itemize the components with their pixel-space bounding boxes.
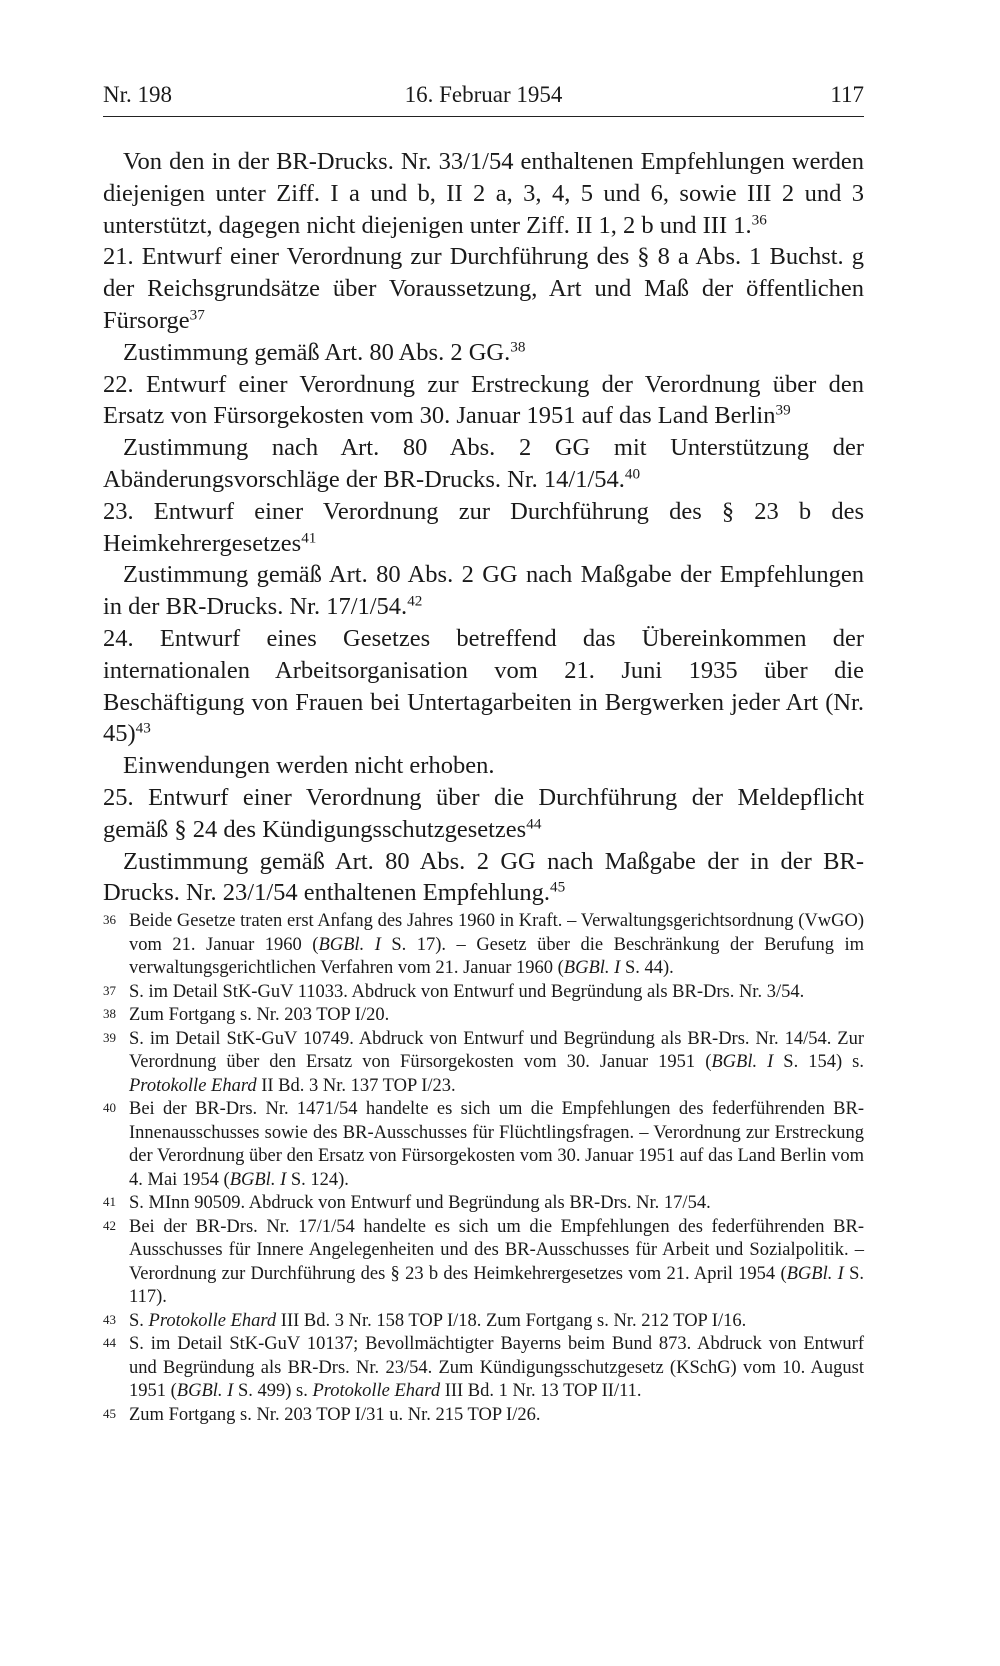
footnote-number: 43 [103,1311,116,1327]
footnote [103,1028,864,1099]
footnote-text: S. im Detail StK-GuV 11033. Abdruck von Entwurf und Begründung als BR-Drs. Nr. 3/54. [129,981,805,1002]
footnote-number: 40 [103,1100,116,1115]
resolution-paragraph [103,846,864,910]
header-date: 16. Februar 1954 [404,82,563,107]
footnote-text: S. MInn 90509. Abdruck von Entwurf und Begründung als BR-Drs. Nr. 17/54. [129,1193,711,1213]
footnote-text: S. im Detail StK-GuV 10137; Bevollmächtigter Bayerns beim Bund 873. Abdruck von Entwurf und Begründung als BR-Drs. Nr. 23/54. Zum Kündigungsschutzgesetz (KSchG) vom 10. August 1951 ( [129,1334,864,1401]
footnotes [103,910,864,1427]
page-number: 117 [830,82,864,107]
citation-italic: Protokolle Ehard [148,1310,277,1331]
footnote-text: S. 17). – Gesetz über die Beschränkung der Berufung im verwaltungsgerichtlichen Verfahren vom 21. Januar 1960 ( [129,934,864,978]
resolution-paragraph [103,146,864,241]
footnote-text: III Bd. 1 Nr. 13 TOP II/11. [440,1381,642,1401]
paragraph-text: 23. Entwurf einer Verordnung zur Durchführung des § 23 b des Heimkehrergesetzes [103,497,864,557]
footnote [103,1192,864,1216]
footnote-reference[interactable]: 42 [407,592,423,610]
footnote [103,1310,864,1334]
footnote-text: S. 44). [620,958,674,978]
resolution-paragraph [103,337,864,369]
footnote-text: S. 124). [286,1169,349,1190]
footnote-reference[interactable]: 45 [550,878,566,896]
footnote-reference[interactable]: 38 [510,338,526,356]
body-text [103,146,864,909]
agenda-item [103,496,864,560]
footnote-number: 37 [103,982,116,998]
agenda-item [103,623,864,750]
citation-italic: BGBl. I [711,1052,774,1072]
citation-italic: BGBl. I [786,1263,844,1284]
footnote-number: 39 [103,1029,116,1045]
citation-italic: BGBl. I [176,1381,234,1401]
citation-italic: Protokolle Ehard [129,1075,257,1096]
resolution-paragraph [103,432,864,496]
agenda-item [103,369,864,433]
agenda-item [103,241,864,336]
paragraph-text: Zustimmung nach Art. 80 Abs. 2 GG mit Unterstützung der Abänderungsvorschläge der BR-Drucks. Nr. 14/1/54. [103,434,864,493]
footnote-number: 42 [103,1217,116,1233]
citation-italic: BGBl. I [229,1169,287,1190]
resolution-paragraph [103,750,864,782]
footnote-number: 38 [103,1006,116,1021]
footnote-text: Zum Fortgang s. Nr. 203 TOP I/20. [129,1005,390,1025]
footnote-text: Bei der BR-Drs. Nr. 17/1/54 handelte es sich um die Empfehlungen des federführenden BR-Ausschusses für Innere Angelegenheiten und des BR-Ausschusses für Arbeit und Sozialpolitik. – Verordnung zur Durchführung des § 23 b des Heimkehrergesetzes vom 21. April 1954 ( [129,1216,864,1284]
paragraph-text: Zustimmung gemäß Art. 80 Abs. 2 GG nach Maßgabe der in der BR-Drucks. Nr. 23/1/54 enthaltenen Empfehlung. [103,847,864,907]
footnote-number: 41 [103,1194,116,1209]
footnote-reference[interactable]: 39 [775,402,791,420]
footnote-text: II Bd. 3 Nr. 137 TOP I/23. [256,1075,456,1096]
footnote [103,981,864,1005]
footnote-reference[interactable]: 44 [526,815,542,833]
footnote [103,1098,864,1192]
paragraph-text: Von den in der BR-Drucks. Nr. 33/1/54 enthaltenen Empfehlungen werden diejenigen unter Ziff. I a und b, II 2 a, 3, 4, 5 und 6, sowie III 2 und 3 unterstützt, dagegen nicht diejenigen unter Ziff. II 1, 2 b und III 1. [103,148,864,239]
paragraph-text: Einwendungen werden nicht erhoben. [123,752,495,780]
footnote-reference[interactable]: 41 [301,529,317,547]
footnote-reference[interactable]: 37 [189,306,205,324]
footnote-reference[interactable]: 40 [624,465,641,483]
paragraph-text: 21. Entwurf einer Verordnung zur Durchführung des § 8 a Abs. 1 Buchst. g der Reichsgrundsätze über Voraussetzung, Art und Maß der öffentlichen Fürsorge [103,243,864,334]
paragraph-text: 25. Entwurf einer Verordnung über die Durchführung der Meldepflicht gemäß § 24 des Kündigungsschutzgesetzes [103,783,864,843]
footnote-text: S. 154) s. [773,1052,865,1072]
footnote-reference[interactable]: 43 [135,720,151,737]
paragraph-text: 24. Entwurf eines Gesetzes betreffend das Übereinkommen der internationalen Arbeitsorganisation vom 21. Juni 1935 über die Beschäftigung von Frauen bei Untertagarbeiten in Bergwerken jeder Art (Nr. 45) [103,624,864,748]
footnote-text: S. 117). [129,1263,864,1307]
resolution-paragraph [103,559,864,623]
footnote-text: S. 499) s. [233,1381,313,1401]
footnote-text: Zum Fortgang s. Nr. 203 TOP I/31 u. Nr. 215 TOP I/26. [129,1404,541,1425]
footnote [103,1216,864,1310]
citation-italic: BGBl. I [318,934,381,955]
footnote [103,1404,864,1428]
footnote [103,910,864,981]
citation-italic: BGBl. I [563,958,621,978]
footnote-number: 44 [103,1335,116,1350]
running-header [103,82,864,117]
footnote-text: Bei der BR-Drs. Nr. 1471/54 handelte es sich um die Empfehlungen des federführenden BR-Innenausschusses sowie des BR-Ausschusses für Flüchtlingsfragen. – Verordnung zur Erstreckung der Verordnung über den Ersatz von Fürsorgekosten vom 30. Januar 1951 auf das Land Berlin vom 4. Mai 1954 ( [129,1099,864,1190]
footnote-number: 36 [103,912,116,927]
footnote [103,1004,864,1028]
document-number: Nr. 198 [103,82,172,107]
footnote-text: III Bd. 3 Nr. 158 TOP I/18. Zum Fortgang s. Nr. 212 TOP I/16. [276,1310,747,1331]
footnote-text: S. [129,1310,149,1331]
footnote-reference[interactable]: 36 [751,211,767,229]
footnote [103,1333,864,1404]
citation-italic: Protokolle Ehard [312,1381,441,1401]
agenda-item [103,782,864,846]
paragraph-text: Zustimmung gemäß Art. 80 Abs. 2 GG. [123,338,511,366]
paragraph-text: 22. Entwurf einer Verordnung zur Erstreckung der Verordnung über den Ersatz von Fürsorgekosten vom 30. Januar 1951 auf das Land Berlin [103,370,864,430]
footnote-text: Beide Gesetze traten erst Anfang des Jahres 1960 in Kraft. – Verwaltungsgerichtsordnung (VwGO) vom 21. Januar 1960 ( [129,911,864,955]
paragraph-text: Zustimmung gemäß Art. 80 Abs. 2 GG nach Maßgabe der Empfehlungen in der BR-Drucks. Nr. 17/1/54. [103,561,864,621]
footnote-text: S. im Detail StK-GuV 10749. Abdruck von Entwurf und Begründung als BR-Drs. Nr. 14/54. Zur Verordnung über den Ersatz von Fürsorgekosten vom 30. Januar 1951 ( [129,1028,864,1072]
footnote-number: 45 [103,1405,116,1421]
